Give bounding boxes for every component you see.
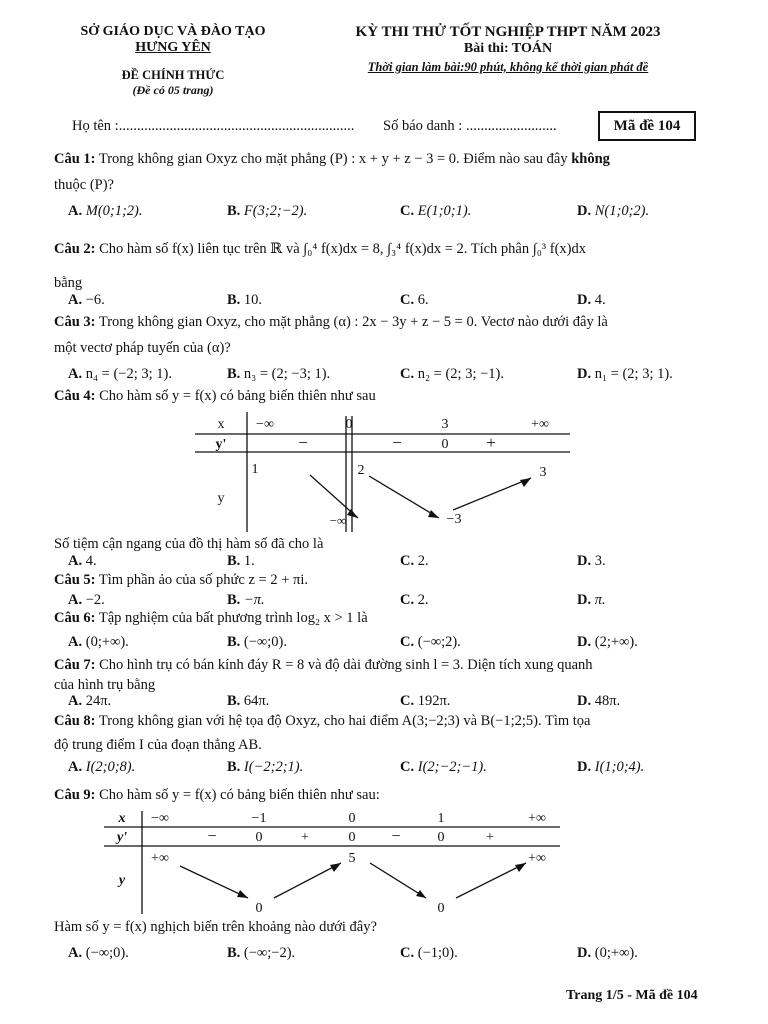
q4-yp-2: − xyxy=(392,433,402,452)
q4-yp-4: + xyxy=(486,433,496,452)
question-1-emphasis: không xyxy=(571,151,610,167)
q4-x-3: 3 xyxy=(441,417,449,432)
question-2-line2: bằng xyxy=(54,275,83,291)
q9-yp-4: 0 xyxy=(348,830,356,845)
q4-yp-1: − xyxy=(298,433,308,452)
q4-x-label: x xyxy=(217,417,225,432)
q1-option-a: A. M(0;1;2). xyxy=(68,203,143,219)
q2-option-a: A. −6. xyxy=(68,292,105,308)
q9-yp-2: 0 xyxy=(255,830,263,845)
q8-option-b: B. I(−2;2;1). xyxy=(227,759,304,775)
q9-yp-1: − xyxy=(207,828,217,845)
candidate-number-label: Số báo danh : ......................... xyxy=(383,118,557,134)
q4-option-a: A. 4. xyxy=(68,553,97,569)
q9-yp-5: − xyxy=(391,828,401,845)
q4-x-1: −∞ xyxy=(256,417,274,432)
time-note: Thời gian làm bài:90 phút, không kể thời gian phát đề xyxy=(367,60,649,74)
q6-option-b: B. (−∞;0). xyxy=(227,634,287,650)
question-5-line1: Câu 5: Tìm phần ảo của số phức z = 2 + πi. xyxy=(54,572,308,588)
q1-option-b: B. F(3;2;−2). xyxy=(227,203,308,219)
exam-title: KỲ THI THỬ TỐT NGHIỆP THPT NĂM 2023 xyxy=(355,24,661,40)
variation-table-q9 xyxy=(104,808,560,918)
question-1-number: Câu 1: xyxy=(54,151,96,167)
q9-y-3: 5 xyxy=(348,851,356,866)
variation-table-q4 xyxy=(195,410,570,535)
q9-y-5: +∞ xyxy=(528,851,546,866)
department-line1: SỞ GIÁO DỤC VÀ ĐÀO TẠO xyxy=(80,24,266,39)
q9-option-c: C. (−1;0). xyxy=(400,945,458,961)
question-6-line1: Câu 6: Tập nghiệm của bất phương trình log₂ x > 1 là xyxy=(54,610,368,626)
q1-option-c: C. E(1;0;1). xyxy=(400,203,472,219)
q4-y-3: 2 xyxy=(357,463,365,478)
question-1-line2: thuộc (P)? xyxy=(54,177,114,193)
q9-yprime-label: y' xyxy=(116,830,128,845)
q9-yp-6: 0 xyxy=(437,830,445,845)
q9-x-label: x xyxy=(118,811,126,826)
q4-x-2: 0 xyxy=(345,417,353,432)
question-3-line2: một vectơ pháp tuyến của (α)? xyxy=(54,340,231,356)
q9-x-3: 0 xyxy=(348,811,356,826)
q5-option-d: D. π. xyxy=(577,592,606,608)
question-8-line1: Câu 8: Trong không gian với hệ tọa độ Oxyz, cho hai điểm A(3;−2;3) và B(−1;2;5). Tìm tọa xyxy=(54,713,591,729)
question-7-line1: Câu 7: Cho hình trụ có bán kính đáy R = 8 và độ dài đường sinh l = 3. Diện tích xung quanh xyxy=(54,657,593,673)
q4-y-label: y xyxy=(217,491,225,506)
question-9-line1: Câu 9: Cho hàm số y = f(x) có bảng biến thiên như sau: xyxy=(54,787,380,803)
q5-option-b: B. −π. xyxy=(227,592,265,608)
question-8-line2: độ trung điểm I của đoạn thẳng AB. xyxy=(54,737,262,753)
q7-option-d: D. 48π. xyxy=(577,693,621,709)
q4-option-b: B. 1. xyxy=(227,553,255,569)
question-4-line1: Câu 4: Cho hàm số y = f(x) có bảng biến thiên như sau xyxy=(54,388,376,404)
q4-option-c: C. 2. xyxy=(400,553,429,569)
q9-option-b: B. (−∞;−2). xyxy=(227,945,296,961)
q8-option-a: A. I(2;0;8). xyxy=(68,759,136,775)
q6-option-d: D. (2;+∞). xyxy=(577,634,638,650)
q9-x-5: +∞ xyxy=(528,811,546,826)
question-2-line1: Câu 2: Cho hàm số f(x) liên tục trên ℝ và ∫₀⁴ f(x)dx = 8, ∫₃⁴ f(x)dx = 2. Tích phân ∫₀³ f(x)dx xyxy=(54,241,586,257)
q8-option-c: C. I(2;−2;−1). xyxy=(400,759,487,775)
question-1-text: Trong không gian Oxyz cho mặt phẳng (P) : x + y + z − 3 = 0. Điểm nào sau đây xyxy=(98,151,568,167)
q7-option-b: B. 64π. xyxy=(227,693,270,709)
q9-option-d: D. (0;+∞). xyxy=(577,945,638,961)
question-7-line2: của hình trụ bằng xyxy=(54,677,156,693)
q7-option-c: C. 192π. xyxy=(400,693,451,709)
q9-y-1: +∞ xyxy=(151,851,169,866)
question-1-line1 xyxy=(54,151,610,168)
q3-option-a: A. n₄ = (−2; 3; 1). xyxy=(68,366,172,382)
q5-option-c: C. 2. xyxy=(400,592,429,608)
q1-option-d: D. N(1;0;2). xyxy=(577,203,650,219)
q9-x-1: −∞ xyxy=(151,811,169,826)
question-9-after: Hàm số y = f(x) nghịch biến trên khoảng nào dưới đây? xyxy=(54,919,377,935)
q3-option-d: D. n₁ = (2; 3; 1). xyxy=(577,366,673,382)
q9-x-4: 1 xyxy=(437,811,445,826)
q4-yp-3: 0 xyxy=(441,437,449,452)
q3-option-b: B. n₃ = (2; −3; 1). xyxy=(227,366,331,382)
q9-option-a: A. (−∞;0). xyxy=(68,945,129,961)
q2-option-d: D. 4. xyxy=(577,292,606,308)
q7-option-a: A. 24π. xyxy=(68,693,112,709)
q9-y-label: y xyxy=(118,873,126,888)
q4-option-d: D. 3. xyxy=(577,553,606,569)
q4-y-5: 3 xyxy=(539,465,547,480)
q9-y-2: 0 xyxy=(255,901,263,916)
q4-y-1: 1 xyxy=(251,462,259,477)
question-3-line1: Câu 3: Trong không gian Oxyz, cho mặt phẳng (α) : 2x − 3y + z − 5 = 0. Vectơ nào dưới đây là xyxy=(54,314,608,330)
official-label: ĐỀ CHÍNH THỨC xyxy=(121,68,225,82)
q2-option-b: B. 10. xyxy=(227,292,263,308)
q9-yp-7: + xyxy=(486,830,494,845)
q4-y-2: −∞ xyxy=(329,513,347,528)
q3-option-c: C. n₂ = (2; 3; −1). xyxy=(400,366,504,382)
name-field-label: Họ tên :................................................................. xyxy=(72,118,355,134)
department-line2: HƯNG YÊN xyxy=(135,40,211,55)
exam-code-box: Mã đề 104 xyxy=(598,111,696,141)
q9-yp-3: + xyxy=(301,830,309,845)
q4-yprime-label: y' xyxy=(215,437,227,452)
q4-x-4: +∞ xyxy=(531,417,549,432)
q8-option-d: D. I(1;0;4). xyxy=(577,759,645,775)
q9-y-4: 0 xyxy=(437,901,445,916)
q2-option-c: C. 6. xyxy=(400,292,429,308)
q9-x-2: −1 xyxy=(251,811,267,826)
q5-option-a: A. −2. xyxy=(68,592,105,608)
q6-option-c: C. (−∞;2). xyxy=(400,634,461,650)
q6-option-a: A. (0;+∞). xyxy=(68,634,129,650)
pages-note: (Đề có 05 trang) xyxy=(132,83,214,97)
q4-y-4: −3 xyxy=(446,512,462,527)
subject-label: Bài thi: TOÁN xyxy=(463,41,553,56)
question-4-after: Số tiệm cận ngang của đồ thị hàm số đã cho là xyxy=(54,536,324,552)
page-footer: Trang 1/5 - Mã đề 104 xyxy=(566,988,698,1003)
